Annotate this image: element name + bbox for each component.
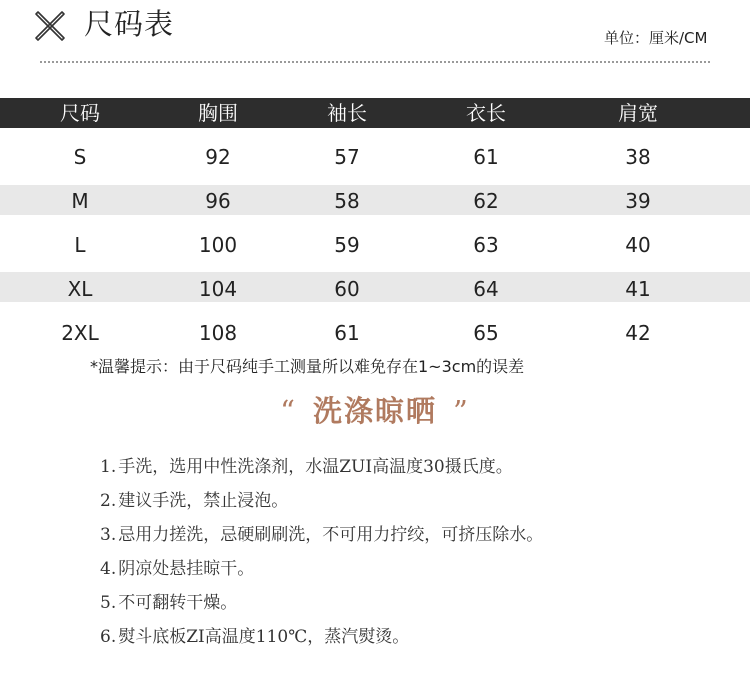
measurement-note: *温馨提示：由于尺码纯手工测量所以难免存在1~3cm的误差 bbox=[90, 357, 525, 376]
table-cell: 100 bbox=[198, 233, 238, 257]
table-cell: 96 bbox=[205, 189, 231, 213]
table-cell: 104 bbox=[198, 277, 238, 301]
open-quote: “ bbox=[280, 394, 297, 428]
table-cell: 63 bbox=[473, 233, 499, 257]
table-cell: 41 bbox=[625, 277, 651, 301]
table-cell: XL bbox=[67, 277, 93, 301]
care-item bbox=[100, 456, 543, 490]
table-cell: 58 bbox=[334, 189, 360, 213]
table-cell: 92 bbox=[205, 145, 231, 169]
table-cell: 65 bbox=[473, 321, 499, 345]
page-title: 尺码表 bbox=[84, 7, 175, 41]
care-instructions bbox=[100, 456, 543, 660]
wash-heading-text: 洗涤晾晒 bbox=[312, 394, 437, 428]
care-item bbox=[100, 490, 543, 524]
cross-decor-icon bbox=[34, 10, 66, 42]
care-item bbox=[100, 592, 543, 626]
care-item-text: 阴凉处悬挂晾干。 bbox=[118, 559, 255, 579]
care-item-text: 忌用力搓洗，忌硬刷刷洗，不可用力拧绞，可挤压除水。 bbox=[118, 525, 544, 545]
care-item-text: 建议手洗，禁止浸泡。 bbox=[118, 491, 289, 511]
care-item-text: 熨斗底板ZI高温度110℃，蒸汽熨烫。 bbox=[118, 627, 410, 647]
care-item-number: 4. bbox=[100, 559, 117, 579]
care-item-text: 不可翻转干燥。 bbox=[118, 593, 238, 613]
table-cell: 64 bbox=[473, 277, 499, 301]
care-item-number: 6. bbox=[100, 627, 117, 647]
table-cell: 60 bbox=[334, 277, 360, 301]
table-cell: 40 bbox=[625, 233, 651, 257]
table-cell: 42 bbox=[625, 321, 651, 345]
table-cell: 39 bbox=[625, 189, 651, 213]
table-cell: 59 bbox=[334, 233, 360, 257]
column-header-length: 衣长 bbox=[466, 101, 506, 125]
table-cell: 108 bbox=[198, 321, 238, 345]
table-cell: 61 bbox=[473, 145, 499, 169]
table-cell: 2XL bbox=[61, 321, 99, 345]
table-cell: 62 bbox=[473, 189, 499, 213]
table-cell: 38 bbox=[625, 145, 651, 169]
table-cell: M bbox=[71, 189, 89, 213]
care-item bbox=[100, 558, 543, 592]
column-header-chest: 胸围 bbox=[198, 101, 238, 125]
care-item-text: 手洗，选用中性洗涤剂，水温ZUI高温度30摄氏度。 bbox=[118, 457, 513, 477]
wash-heading bbox=[0, 391, 750, 431]
close-quote: ” bbox=[453, 394, 470, 428]
column-header-size: 尺码 bbox=[60, 101, 100, 125]
column-header-sleeve: 袖长 bbox=[327, 101, 367, 125]
dotted-divider bbox=[40, 61, 710, 63]
care-item bbox=[100, 524, 543, 558]
care-item-number: 3. bbox=[100, 525, 117, 545]
table-cell: L bbox=[74, 233, 86, 257]
care-item-number: 1. bbox=[100, 457, 117, 477]
table-cell: S bbox=[73, 145, 87, 169]
care-item-number: 5. bbox=[100, 593, 117, 613]
care-item bbox=[100, 626, 543, 660]
column-header-shoulder: 肩宽 bbox=[618, 101, 658, 125]
unit-label: 单位：厘米/CM bbox=[604, 29, 708, 47]
care-item-number: 2. bbox=[100, 491, 117, 511]
table-cell: 61 bbox=[334, 321, 360, 345]
table-cell: 57 bbox=[334, 145, 360, 169]
